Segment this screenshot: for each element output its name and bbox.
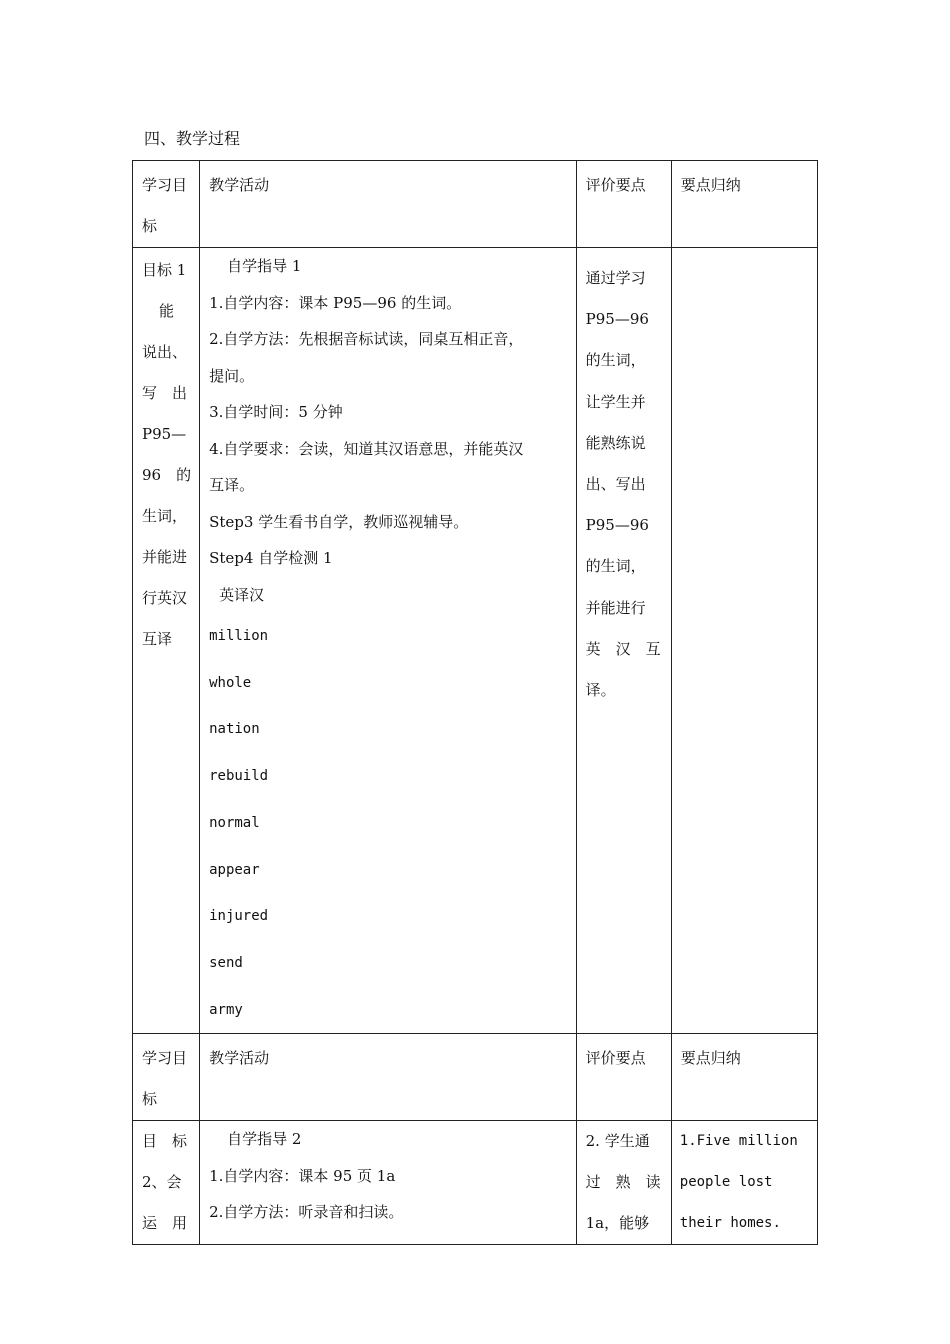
eval-line: 2. 学生通 [585, 1132, 650, 1151]
eval-line: 让学生并 [585, 392, 646, 411]
activity-2-cell [200, 1121, 577, 1245]
table-header-row [133, 1034, 818, 1121]
goal-line: 96 的 [142, 466, 192, 484]
activity-line: Step3 学生看书自学，教师巡视辅导。 [209, 512, 469, 531]
table-header-row [133, 161, 818, 248]
eval-line: 英 汉 互 [585, 639, 661, 658]
eval-line: 通过学习 [585, 269, 646, 287]
summary-line: people lost [679, 1174, 773, 1191]
activity-line: 4.自学要求：会读，知道其汉语意思，并能英汉 [209, 439, 524, 458]
header-cell-summary: 要点归纳 [671, 1034, 817, 1121]
word-list [209, 613, 568, 1033]
list-item: nation [209, 721, 260, 738]
goal-line: 目标 1 [142, 261, 187, 279]
header-cell-goal [133, 1034, 200, 1121]
activity-line: 提问。 [209, 366, 255, 385]
eval-line: 能熟练说 [585, 433, 646, 452]
eval-line: 的生词， [585, 557, 646, 576]
activity-1-cell [200, 248, 577, 1034]
eval-line: P95—96 [585, 516, 649, 535]
list-item: million [209, 628, 269, 644]
section-heading: 四、教学过程 [144, 129, 241, 148]
teaching-process-table [132, 160, 818, 1245]
list-item: whole [209, 674, 252, 691]
goal-line: P95— [142, 425, 187, 443]
translate-label: 英译汉 [219, 585, 265, 604]
eval-line: P95—96 [585, 310, 649, 329]
goal-2-cell [133, 1121, 200, 1245]
goal-line: 并能进 [142, 548, 188, 566]
goal-line: 说出、 [142, 343, 188, 361]
evaluation-2-cell [576, 1121, 671, 1245]
evaluation-1-cell [576, 248, 671, 1034]
goal-line: 目 标 [142, 1132, 188, 1151]
table-row-goal-2 [133, 1121, 818, 1245]
summary-line: 1.Five million [679, 1133, 798, 1150]
goal-line: 生词， [142, 507, 188, 525]
eval-line: 并能进行 [585, 598, 646, 617]
activity-line: Step4 自学检测 1 [209, 549, 333, 567]
goal-line: 2、会 [142, 1173, 182, 1192]
header-cell-goal [133, 161, 200, 248]
header-goal-line: 学习目 [142, 176, 188, 194]
activity-line: 3.自学时间：5 分钟 [209, 403, 343, 421]
activity-line: 2.自学方法：听录音和扫读。 [209, 1203, 404, 1222]
summary-1-cell [671, 248, 817, 1034]
header-goal-line: 标 [142, 217, 158, 235]
activity-title: 自学指导 1 [227, 257, 302, 275]
list-item: army [209, 1001, 243, 1018]
summary-line: their homes. [679, 1215, 781, 1232]
header-goal-line: 学习目 [142, 1049, 188, 1068]
activity-title: 自学指导 2 [227, 1130, 302, 1149]
summary-2-cell [671, 1121, 817, 1245]
table-row-goal-1 [133, 248, 818, 1034]
eval-line: 过 熟 读 [585, 1173, 661, 1192]
goal-line: 能 [159, 302, 175, 320]
goal-1-cell [133, 248, 200, 1034]
header-cell-activity: 教学活动 [200, 161, 577, 248]
eval-line: 出、写出 [585, 475, 646, 494]
header-cell-evaluation: 评价要点 [576, 1034, 671, 1121]
list-item: appear [209, 861, 260, 878]
list-item: injured [209, 908, 269, 925]
activity-line: 1.自学内容：课本 P95—96 的生词。 [209, 293, 462, 312]
activity-line: 互译。 [209, 476, 255, 494]
eval-line: 的生词， [585, 351, 646, 370]
header-cell-evaluation: 评价要点 [576, 161, 671, 248]
eval-line: 译。 [585, 681, 616, 700]
goal-line: 写 出 [142, 384, 188, 402]
goal-line: 行英汉 [142, 589, 188, 607]
header-cell-summary: 要点归纳 [671, 161, 817, 248]
header-goal-line: 标 [142, 1090, 158, 1109]
eval-line: 1a，能够 [585, 1214, 650, 1233]
activity-line: 1.自学内容：课本 95 页 1a [209, 1166, 396, 1185]
list-item: send [209, 954, 243, 971]
list-item: normal [209, 814, 260, 831]
activity-line: 2.自学方法：先根据音标试读，同桌互相正音， [209, 330, 524, 348]
list-item: rebuild [209, 768, 269, 785]
goal-line: 互译 [142, 630, 173, 648]
goal-line: 运 用 [142, 1214, 188, 1233]
header-cell-activity: 教学活动 [200, 1034, 577, 1121]
